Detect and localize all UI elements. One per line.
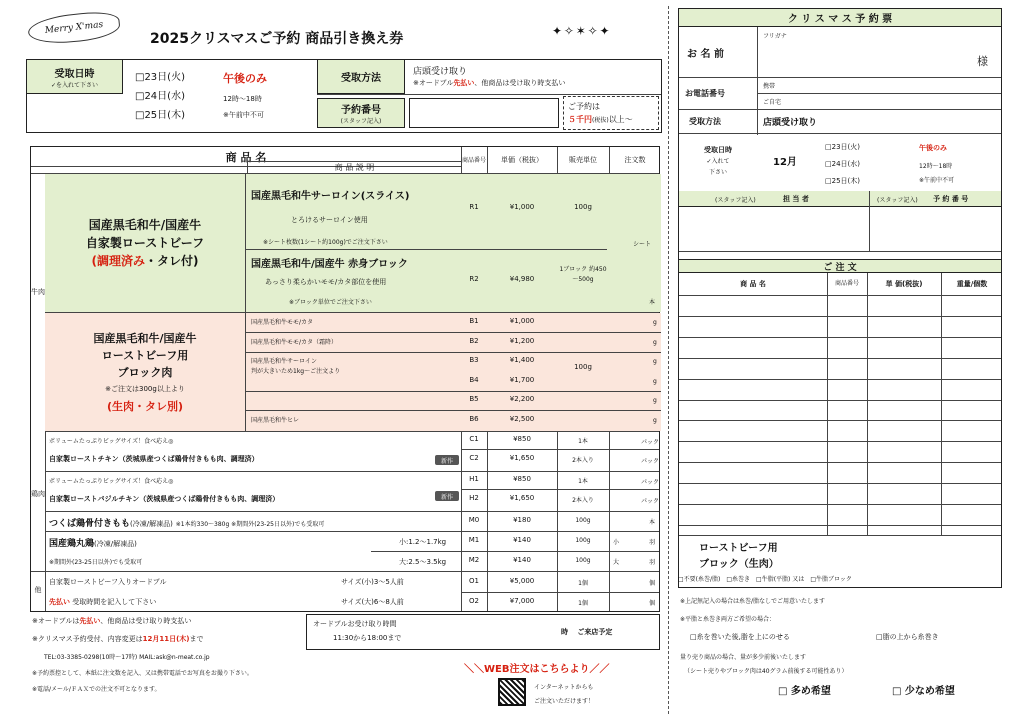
staff-1: (スタッフ記入) [715, 197, 756, 204]
product-table [30, 146, 660, 612]
m0-name: つくば鶏骨付きもも [49, 519, 131, 529]
block-meat-row [245, 391, 661, 411]
block-meat-price: ¥1,200 [509, 337, 535, 345]
block-meat-code: B5 [469, 395, 479, 403]
c-price: 単 価(税抜) [885, 280, 923, 288]
both-opt2[interactable]: □脂の上から糸巻き [876, 633, 939, 641]
o2-qty[interactable]: 個 [649, 600, 656, 607]
m1-note: ※期間外(23-25日以外)でも受取可 [49, 559, 143, 566]
block-meat-price: ¥1,400 [509, 356, 535, 364]
m1-price: ¥140 [513, 536, 531, 544]
form-title: ク リ ス マ ス 予 約 票 [679, 9, 1001, 27]
order-line[interactable] [679, 379, 1001, 380]
order-title: ご 注 文 [679, 259, 1001, 273]
h-price: 単価（税抜） [501, 156, 543, 164]
page-title: 2025クリスマスご予約 商品引き換え券 [150, 31, 404, 47]
bl-name-2: ローストビーフ用 [101, 348, 189, 362]
c-code: 商品番号 [834, 280, 859, 287]
note3: ※予約票控として、本紙に注文数を記入、又は携帯電話でお写真をお撮り下さい。 [32, 670, 253, 677]
od-title: 自家製ローストビーフ入りオードブル [49, 578, 167, 586]
block-meat-row [245, 411, 661, 431]
more-option[interactable]: □ 多め希望 [778, 686, 831, 697]
order-line[interactable] [679, 525, 1001, 526]
c-wt: 重量/個数 [956, 280, 988, 288]
o1-qty[interactable]: 個 [649, 580, 656, 587]
c1-code: C1 [469, 435, 479, 443]
rb-item1-price: ¥1,000 [509, 203, 535, 211]
phone-label: お電話番号 [685, 88, 725, 98]
block-meat-row [245, 333, 661, 353]
r-pm: 午後のみ [919, 144, 947, 152]
h-qty: 注文数 [624, 156, 646, 164]
rb-item1: 国産黒毛和牛サーロイン(スライス) [251, 191, 410, 202]
name-label: お 名 前 [687, 48, 724, 60]
min-order-box [563, 96, 659, 130]
date-23-checkbox[interactable]: □23日(火) [135, 72, 185, 83]
web-sub-2: ご注文いただけます！ [534, 698, 595, 705]
wt-note1: 量り売り商品の場合、量が多少前後いたします [680, 654, 807, 661]
c2-price: ¥1,650 [509, 454, 535, 462]
rb-item2-sub: あっさり柔らかいモモ/カタ部位を使用 [265, 278, 387, 286]
method-note-red: 先払い [453, 79, 475, 87]
block-meat-price: ¥1,700 [509, 376, 535, 384]
sama: 様 [977, 55, 988, 68]
o2-code: O2 [469, 597, 479, 605]
h1-code: H1 [469, 475, 479, 483]
block-meat-qty[interactable]: g [653, 339, 657, 346]
name-field[interactable] [759, 39, 979, 73]
rb-item1-sub: とろけるサーロイン使用 [291, 216, 368, 224]
h-desc: 商 品 説 明 [247, 161, 461, 173]
rb-item2-note: ※ブロック単位でご注文下さい [289, 299, 372, 306]
rb-name-2: 自家製ローストビーフ [85, 236, 205, 250]
h1-price: ¥850 [513, 475, 531, 483]
ck-r1a: ボリュームたっぷりビッグサイズ！食べ応え◎ [49, 438, 174, 445]
rb-item2-qty[interactable]: 本 [649, 299, 656, 306]
bl-name-3: ブロック肉 [117, 365, 173, 379]
kana-label: フリガナ [763, 33, 787, 40]
min-1: ご予約は [568, 102, 600, 111]
wt-note2: （シート売りやブロック肉は40グラム前後する可能性あり） [684, 668, 848, 675]
resv-sub: (スタッフ記入) [340, 118, 382, 125]
block-meat-qty[interactable]: g [653, 358, 657, 365]
less-option[interactable]: □ 少なめ希望 [892, 686, 955, 697]
m1-frozen: (冷凍/解凍品) [94, 540, 137, 548]
m1-unit: 100g [575, 537, 591, 544]
new-badge-1: 新作 [435, 455, 459, 465]
m1-name: 国産鶏丸鶏 [49, 539, 95, 549]
h2-price: ¥1,650 [509, 494, 535, 502]
c-name: 商 品 名 [740, 280, 766, 288]
cut-line [668, 6, 669, 714]
opt-fat-flat[interactable]: □牛脂(平脂) 又は [756, 576, 805, 583]
method-note-post: 、他商品は受け取り時支払い [474, 79, 566, 87]
rb-name-3-red: (調理済み [91, 254, 145, 268]
method-value-r: 店頭受け取り [763, 117, 818, 128]
date-25-checkbox[interactable]: □25日(木) [135, 110, 185, 121]
web-sub-1: インターネットからも [534, 684, 594, 691]
m2-qty[interactable]: 羽 [649, 559, 656, 566]
reindeer-sleigh-icon: ✦ ✧ ✶ ✧ ✦ [552, 24, 609, 38]
cat-beef: 牛肉 [31, 288, 45, 296]
rb-item1-unit: 100g [574, 203, 592, 211]
block-meat-price: ¥1,000 [509, 317, 535, 325]
both-note: ※平脂と糸巻き両方ご希望の場合： [680, 616, 776, 623]
r-noam: ※午前中不可 [919, 177, 955, 184]
staff-2: (スタッフ記入) [877, 197, 918, 204]
h2-unit: 2本入り [572, 497, 594, 504]
ck-r2b: 自家製ローストバジルチキン（茨城県産つくば鶏骨付きもも肉、調理済） [49, 495, 280, 503]
block-meat-code: B2 [469, 337, 479, 345]
order-line[interactable] [679, 400, 1001, 401]
m1-code: M1 [468, 536, 480, 544]
opt-note: ※上記無記入の場合は糸巻/脂なしでご用意いたします [680, 598, 826, 605]
no-am: ※午前中不可 [223, 111, 264, 119]
web-order[interactable]: ＼＼WEB注文はこちらより／／ [464, 664, 610, 675]
order-line[interactable] [679, 483, 1001, 484]
m0-frozen: (冷凍/解凍品) [130, 520, 173, 528]
o2-price: ¥7,000 [509, 597, 535, 605]
pickup-sub: ✓を入れて下さい [50, 81, 99, 89]
mobile-label: 携帯 [763, 83, 776, 90]
r-date-23[interactable]: □23日(火) [825, 143, 860, 151]
date-24-checkbox[interactable]: □24日(水) [135, 91, 185, 102]
rb-item2: 国産黒毛和牛/国産牛 赤身ブロック [251, 259, 408, 270]
rb-item2-code: R2 [469, 275, 479, 283]
new-badge-2: 新作 [435, 491, 459, 501]
h1-unit: 1本 [578, 478, 588, 485]
tantou: 担 当 者 [783, 195, 809, 203]
method-label-r: 受取方法 [689, 116, 721, 126]
opt-tie[interactable]: □糸巻き [726, 576, 751, 583]
block-meat-desc: 国産黒毛和牛サーロイン [251, 358, 317, 365]
block-meat-desc: 国産黒毛和牛モモ/カタ（霜降） [251, 339, 338, 346]
resv-r: 予 約 番 号 [933, 195, 969, 203]
method-label: 受取方法 [341, 73, 381, 84]
block-meat-code: B4 [469, 376, 479, 384]
order-line[interactable] [679, 504, 1001, 505]
both-opt1[interactable]: □糸を巻いた後,脂を上にのせる [690, 633, 790, 641]
note1-red: 先払い [79, 617, 101, 625]
block-meat-code: B3 [469, 356, 479, 364]
m2-big: 大 [613, 559, 620, 566]
o1-unit: 1個 [578, 580, 588, 587]
o2-unit: 1個 [578, 600, 588, 607]
min-tax: (税抜) [592, 117, 609, 124]
c1-pack[interactable]: パック [641, 439, 660, 446]
block-meat-qty[interactable]: g [653, 417, 657, 424]
o1-code: O1 [469, 577, 479, 585]
rb-item1-qty[interactable]: シート [633, 241, 652, 248]
note1-a: ※オードブルは [32, 617, 80, 625]
m2-size: 大:2.5～3.5kg [399, 558, 447, 566]
order-line[interactable] [679, 358, 1001, 359]
h2-pack[interactable]: パック [641, 498, 660, 505]
od-size2: サイズ(大)6～8人前 [341, 598, 404, 606]
note1-b: 、他商品は受け取り時支払い [100, 617, 192, 625]
block-meat-desc: 国産黒毛和牛モモ/カタ [251, 319, 314, 326]
qr-code-icon[interactable] [498, 678, 526, 706]
o1-price: ¥5,000 [509, 577, 535, 585]
od-time-hours: 11:30から18:00まで [333, 634, 402, 642]
reservation-form [678, 8, 1002, 588]
order-line[interactable] [679, 420, 1001, 421]
block-meat-row [245, 372, 661, 392]
method-value: 店頭受け取り [413, 67, 468, 77]
m1-size: 小:1.2～1.7kg [399, 538, 447, 546]
date-sub1: ✓入れて [706, 157, 730, 165]
m0-price: ¥180 [513, 516, 531, 524]
m0-unit: 100g [575, 517, 591, 524]
note2-a: ※クリスマス予約受付、内容変更は [32, 635, 143, 643]
rb-form-2: ブロック（生肉） [699, 559, 779, 570]
c2-pack[interactable]: パック [641, 458, 660, 465]
ck-r1b: 自家製ローストチキン（茨城県産つくば鶏骨付きもも肉、調理済） [49, 455, 259, 463]
min-amount: ５千円 [568, 115, 592, 124]
m2-unit: 100g [575, 557, 591, 564]
pickup-section [26, 59, 662, 133]
rb-item1-note: ※シート枚数(1シート約100g)でご注文下さい [263, 239, 388, 246]
min-2: 以上～ [608, 115, 633, 124]
block-meat-qty[interactable]: g [653, 397, 657, 404]
m2-price: ¥140 [513, 556, 531, 564]
r-date-24[interactable]: □24日(水) [825, 160, 860, 168]
note4: ※電話/メール/ＦＡＸでの注文不可となります。 [32, 686, 161, 693]
date-sub2: 下さい [708, 168, 727, 176]
resv-number-field[interactable] [409, 98, 559, 128]
h-unit: 販売単位 [569, 156, 597, 164]
resv-label: 予約番号 [341, 105, 381, 116]
order-line[interactable] [679, 462, 1001, 463]
block-meat-price: ¥2,500 [509, 415, 535, 423]
order-line[interactable] [679, 337, 1001, 338]
bl-name-4: ※ご注文は300g以上より [105, 384, 185, 393]
block-meat-code: B6 [469, 415, 479, 423]
m0-qty[interactable]: 本 [649, 519, 656, 526]
block-meat-desc: 国産黒毛和牛ヒレ [251, 417, 300, 424]
order-line[interactable] [679, 441, 1001, 442]
block-meat-price: ¥2,200 [509, 395, 535, 403]
bl-name-5: (生肉・タレ別) [106, 399, 184, 413]
opt-fat-block[interactable]: □牛脂ブロック [810, 576, 852, 583]
c1-price: ¥850 [513, 435, 531, 443]
bl-name-1: 国産黒毛和牛/国産牛 [93, 331, 197, 345]
c2-unit: 2本入り [572, 457, 594, 464]
block-meat-qty[interactable]: g [653, 319, 657, 326]
m1-small: 小 [613, 539, 620, 546]
note2-b: まで [189, 635, 204, 643]
rb-item2-price: ¥4,980 [509, 275, 535, 283]
arrive-label: 時 ご来店予定 [561, 628, 613, 636]
rb-name-3-rest: ・タレ付) [145, 254, 199, 268]
r-hrs: 12時～18時 [919, 163, 953, 170]
hours: 12時～18時 [223, 95, 262, 103]
od-size1: サイズ(小)3～5人前 [341, 578, 404, 586]
c1-unit: 1本 [578, 438, 588, 445]
block-meat-qty[interactable]: g [653, 378, 657, 385]
contact: TEL:03-3385-0298(10時～17時) MAIL:ask@n-meat.co.jp [44, 654, 210, 661]
pickup-label: 受取日時 [54, 68, 95, 80]
od-prepay: 先払い [49, 598, 70, 606]
h-name: 商 品 名 [31, 147, 461, 167]
h2-code: H2 [469, 494, 479, 502]
order-line[interactable] [679, 316, 1001, 317]
month: 12月 [773, 157, 797, 168]
m0-code: M0 [468, 516, 480, 524]
home-label: ご自宅 [763, 99, 782, 106]
rb-name-1: 国産黒毛和牛/国産牛 [88, 218, 202, 232]
date-label-r: 受取日時 [704, 145, 732, 154]
m1-qty[interactable]: 羽 [649, 539, 656, 546]
h-code: 商品番号 [461, 156, 486, 164]
block-meat-row [245, 313, 661, 333]
od-time-label: オードブルお受け取り時間 [313, 620, 397, 628]
note2-red: 12月11日(木) [142, 635, 190, 643]
cat-chicken: 鶏肉 [31, 490, 45, 498]
bl-unit: 100g [574, 363, 592, 371]
c2-code: C2 [469, 454, 479, 462]
block-meat-sub: 判が大きいため1kg～ご注文より [251, 368, 341, 375]
rb-item1-code: R1 [469, 203, 479, 211]
ck-r2a: ボリュームたっぷりビッグサイズ！食べ応え◎ [49, 478, 174, 485]
cat-other: 他 [34, 586, 42, 594]
method-note-pre: ※オードブル [413, 79, 454, 87]
pm-only: 午後のみ [223, 72, 267, 85]
opt-none[interactable]: □不要(糸巻/脂) [678, 576, 721, 583]
h1-pack[interactable]: パック [641, 479, 660, 486]
rb-form-1: ローストビーフ用 [699, 543, 778, 554]
block-meat-code: B1 [469, 317, 479, 325]
merry-xmas-badge: Merry X'mas [27, 9, 121, 46]
od-prepay-note: 受取時間を記入して下さい [70, 598, 157, 606]
r-date-25[interactable]: □25日(木) [825, 177, 860, 185]
m2-code: M2 [468, 556, 480, 564]
m0-note: ※1本約330～380g ※期間外(23-25日以外)でも受取可 [175, 521, 325, 528]
od-time-box [306, 614, 660, 650]
rb-item2-unit: 1ブロック 約450～500g [559, 266, 607, 283]
